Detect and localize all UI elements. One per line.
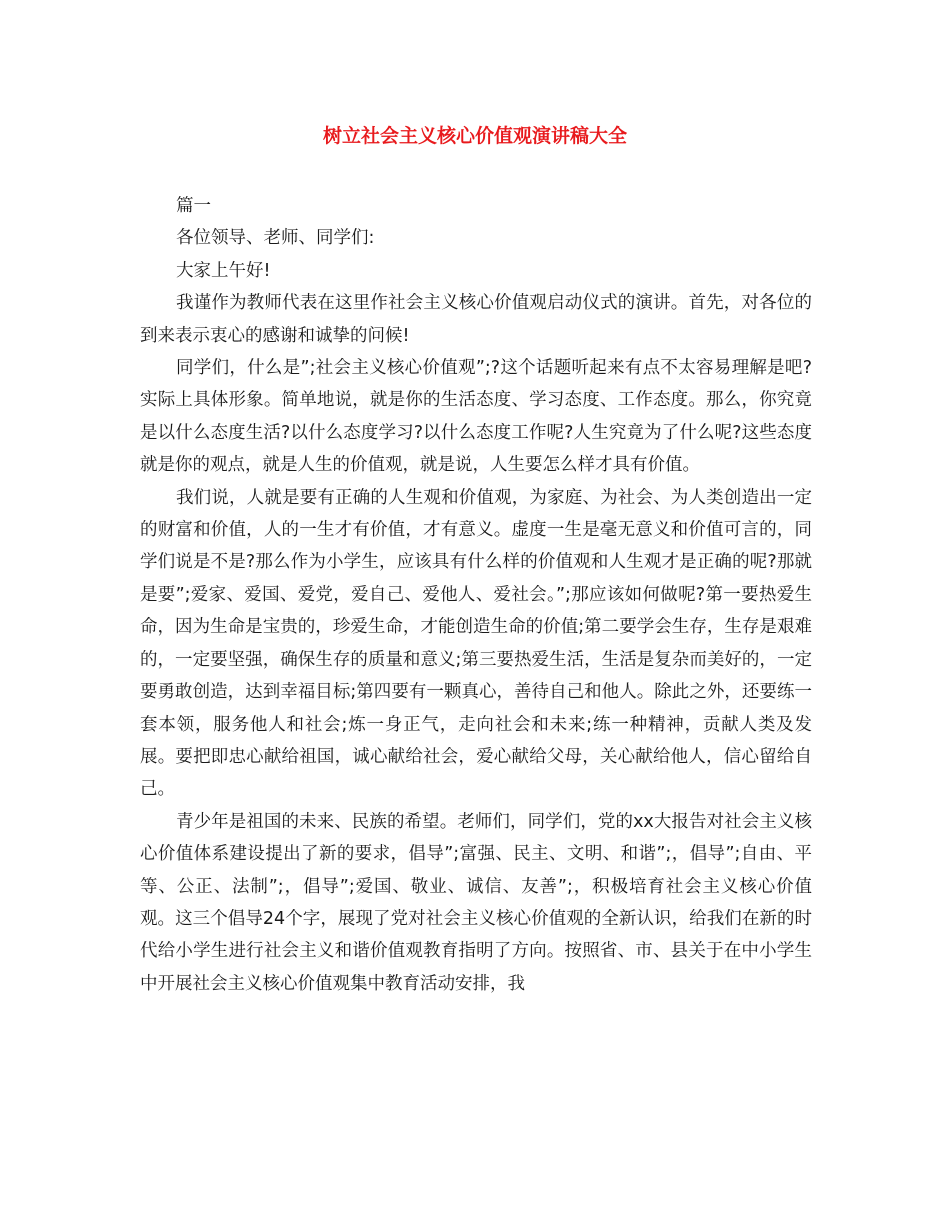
paragraph-4: 青少年是祖国的未来、民族的希望。老师们，同学们，党的xx大报告对社会主义核心价值体系建设提出了新的要求，倡导”;富强、民主、文明、和谐”;，倡导”;自由、平等、公正、法制”;，倡导”;爱国、敬业、诚信、友善”;，积极培育社会主义核心价值观。这三个倡导24个字，展现了党对社会主义核心价值观的全新认识，给我们在新的时代给小学生进行社会主义和谐价值观教育指明了方向。按照省、市、县关于在中小学生中开展社会主义核心价值观集中教育活动安排，我	[140, 811, 812, 994]
paragraph-3: 我们说，人就是要有正确的人生观和价值观，为家庭、为社会、为人类创造出一定的财富和价值，人的一生才有价值，才有意义。虚度一生是毫无意义和价值可言的，同学们说是不是?那么作为小学生，应该具有什么样的价值观和人生观才是正确的呢?那就是要”;爱家、爱国、爱党，爱自己、爱他人、爱社会。”;那应该如何做呢?第一要热爱生命，因为生命是宝贵的，珍爱生命，才能创造生命的价值;第二要学会生存，生存是艰难的，一定要坚强，确保生存的质量和意义;第三要热爱生活，生活是复杂而美好的，一定要勇敢创造，达到幸福目标;第四要有一颗真心，善待自己和他人。除此之外，还要练一套本领，服务他人和社会;炼一身正气，走向社会和未来;练一种精神，贡献人类及发展。要把即忠心献给祖国，诚心献给社会，爱心献给父母，关心献给他人，信心留给自己。	[140, 487, 812, 800]
paragraph-greeting: 大家上午好!	[176, 260, 271, 281]
paragraph-2: 同学们，什么是”;社会主义核心价值观”;?这个话题听起来有点不太容易理解是吧?实际上具体形象。简单地说，就是你的生活态度、学习态度、工作态度。那么，你究竟是以什么态度生活?以什么态度学习?以什么态度工作呢?人生究竟为了什么呢?这些态度就是你的观点，就是人生的价值观，就是说，人生要怎么样才具有价值。	[140, 358, 812, 476]
paragraph-salutation: 各位领导、老师、同学们:	[176, 228, 375, 249]
document-title: 树立社会主义核心价值观演讲稿大全	[322, 125, 627, 147]
paragraph-1: 我谨作为教师代表在这里作社会主义核心价值观启动仪式的演讲。首先，对各位的到来表示衷心的感谢和诚挚的问候!	[140, 293, 812, 346]
document-body	[140, 190, 812, 1000]
paragraph-section-label: 篇一	[176, 196, 211, 216]
